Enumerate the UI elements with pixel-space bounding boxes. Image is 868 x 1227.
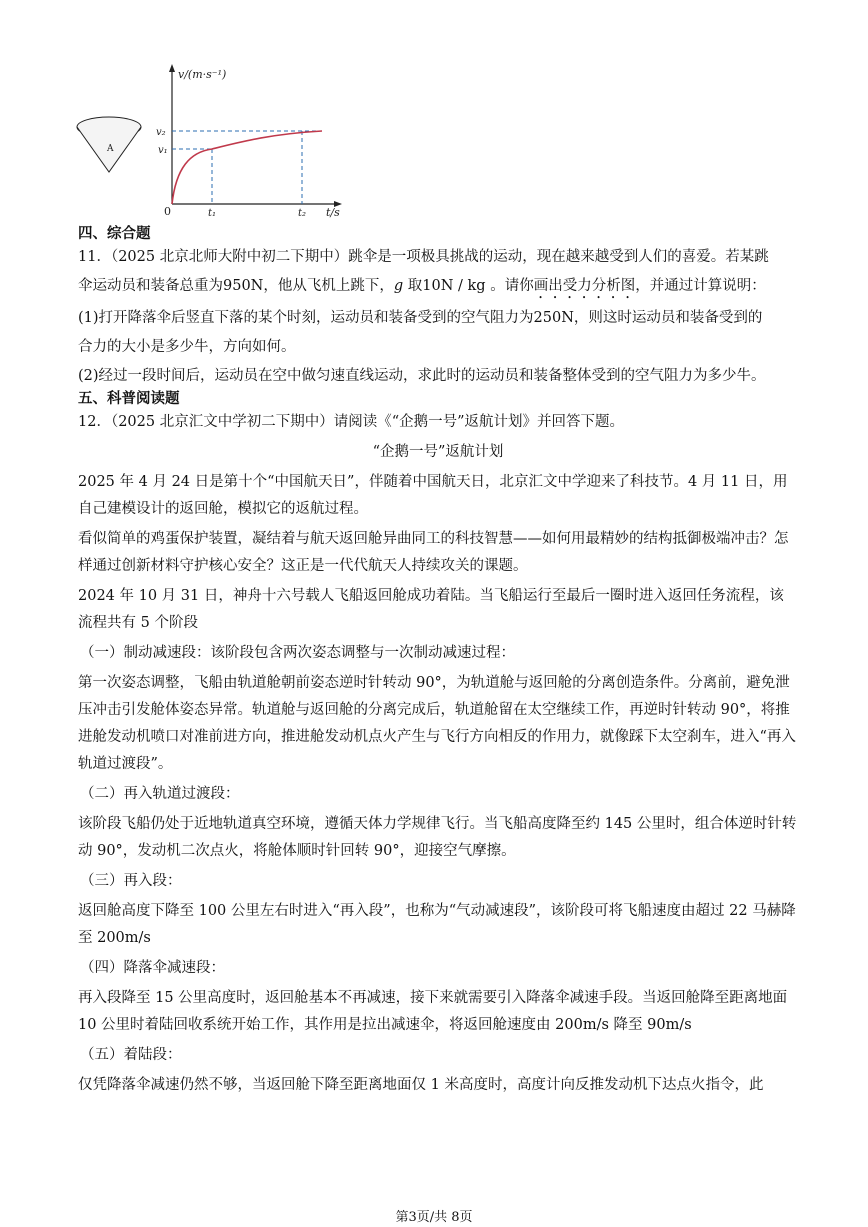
v2-label: v₂ — [156, 127, 166, 138]
q11-line2-text-a: 伞运动员和装备总重为950N，他从飞机上跳下， — [78, 278, 394, 294]
q11-line2-text-b: 取10N / kg 。请你 — [403, 278, 534, 294]
phase1-title: （一）制动减速段：该阶段包含两次姿态调整与一次制动减速过程： — [80, 645, 515, 661]
velocity-time-graph — [150, 58, 360, 223]
q11-g-symbol: g — [393, 278, 404, 294]
page-footer: 第3页/共 8页 — [395, 1210, 473, 1225]
phase1-text: 第一次姿态调整，飞船由轨道舱朝前姿态逆时针转动 90°，为轨道舱与返回舱的分离创造条件。分离前，避免泄压冲击引发舱体姿态异常。轨道舱与返回舱的分离完成后，轨道舱留在太空继续工作，再逆时针转动 90°，将推进舱发动机喷口对准前进方向，推进舱发动机点火产生与飞行方向相反的作用力，就像踩下太空刹车，进入“再入轨道过渡段”。 — [78, 675, 796, 772]
q11-line2-text-c: ，并通过计算说明： — [635, 278, 766, 294]
phase2-title: （二）再入轨道过渡段： — [80, 786, 240, 802]
article-para2: 看似简单的鸡蛋保护装置，凝结着与航天返回舱异曲同工的科技智慧——如何用最精妙的结构抵御极端冲击？怎样通过创新材料守护核心安全？这正是一代代航天人持续攻关的课题。 — [78, 531, 789, 574]
phase4-title: （四）降落伞减速段： — [80, 960, 225, 976]
phase5-text: 仅凭降落伞减速仍然不够，当返回舱下降至距离地面仅 1 米高度时，高度计向反推发动机下达点火指令，此 — [78, 1077, 764, 1093]
phase3-title: （三）再入段： — [80, 873, 182, 889]
y-axis-arrow — [169, 64, 175, 72]
cone-figure — [74, 114, 144, 176]
section5-title: 五、科普阅读题 — [78, 391, 180, 407]
q11-part2: (2)经过一段时间后，运动员在空中做匀速直线运动，求此时的运动员和装备整体受到的空气阻力为多少牛。 — [78, 368, 766, 384]
phase2-text: 该阶段飞船仍处于近地轨道真空环境，遵循天体力学规律飞行。当飞船高度降至约 145 公里时，组合体逆时针转动 90°，发动机二次点火，将舱体顺时针回转 90°，迎接空气摩擦。 — [78, 816, 797, 859]
q11-emphasis-text: 画出受力分析图 — [533, 278, 636, 294]
phase5-title: （五）着陆段： — [80, 1047, 182, 1063]
y-axis-label: v/(m·s⁻¹) — [178, 68, 227, 81]
velocity-curve — [172, 131, 322, 204]
figure-row — [0, 0, 868, 225]
v1-label: v₁ — [158, 145, 168, 156]
x-axis-label: t/s — [326, 206, 340, 219]
article-para3: 2024 年 10 月 31 日，神舟十六号载人飞船返回舱成功着陆。当飞船运行至最后一圈时进入返回任务流程，该流程共有 5 个阶段 — [78, 588, 784, 631]
q11-part1-line1: (1)打开降落伞后竖直下落的某个时刻，运动员和装备受到的空气阻力为250N，则这时运动员和装备受到的 — [78, 310, 763, 326]
page-content — [78, 224, 798, 1102]
t1-label: t₁ — [208, 208, 217, 219]
section4-title: 四、综合题 — [78, 226, 151, 242]
cone-label: A — [107, 144, 114, 154]
article-title: “企鹅一号”返航计划 — [372, 444, 504, 460]
t2-label: t₂ — [298, 208, 307, 219]
q11-part1-line2: 合力的大小是多少牛，方向如何。 — [78, 339, 296, 355]
q12-intro: 12．（2025 北京汇文中学初二下期中）请阅读《“企鹅一号”返航计划》并回答下题。 — [78, 414, 625, 430]
article-para1: 2025 年 4 月 24 日是第十个“中国航天日”，伴随着中国航天日，北京汇文中学迎来了科技节。4 月 11 日，用自己建模设计的返回舱，模拟它的返航过程。 — [78, 474, 788, 517]
phase4-text: 再入段降至 15 公里高度时，返回舱基本不再减速，接下来就需要引入降落伞减速手段。当返回舱降至距离地面 10 公里时着陆回收系统开始工作，其作用是拉出减速伞，将返回舱速度由 200m/s 降至 90m/s — [78, 990, 788, 1033]
q11-line1: 11．（2025 北京北师大附中初二下期中）跳伞是一项极具挑战的运动，现在越来越受到人们的喜爱。若某跳 — [78, 249, 769, 265]
q11-line2 — [78, 273, 798, 302]
phase3-text: 返回舱高度下降至 100 公里左右时进入“再入段”，也称为“气动减速段”，该阶段可将飞船速度由超过 22 马赫降至 200m/s — [78, 903, 796, 946]
origin-label: 0 — [164, 205, 171, 218]
